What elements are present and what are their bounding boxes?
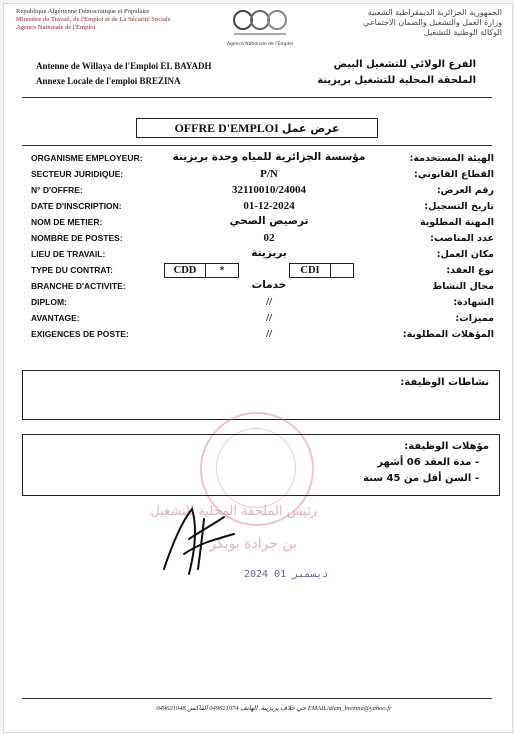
label-postes-fr: NOMBRE DE POSTES: xyxy=(31,233,123,243)
value-organisme: مؤسسة الجزائرية للمياه وحدة بريزينة xyxy=(172,151,366,163)
qualification-item xyxy=(377,457,479,468)
header-ar-line3: الوكالة الوطنية للتشغيل xyxy=(423,28,502,37)
label-diplom-fr: DIPLOM: xyxy=(31,297,67,307)
qualification-bullet: - xyxy=(471,473,479,484)
value-date: 01-12-2024 xyxy=(243,200,295,212)
header-ar-line1: الجمهورية الجزائرية الديمقراطية الشعبية xyxy=(367,8,502,17)
label-date-fr: DATE D'INSCRIPTION: xyxy=(31,201,122,211)
anem-logo-icon xyxy=(230,7,290,37)
value-exigences: // xyxy=(265,328,273,340)
label-secteur-fr: SECTEUR JURIDIQUE: xyxy=(31,169,124,179)
header-fr-line1: République Algérienne Démocratique et Populaire xyxy=(16,8,150,15)
value-branche: خدمات xyxy=(251,279,287,291)
value-metier: ترصيص الصحي xyxy=(229,215,309,227)
header-fr xyxy=(16,8,171,32)
label-organisme-ar: الهيئة المستخدمة: xyxy=(409,153,494,164)
qualification-item xyxy=(363,473,479,484)
label-lieu-ar: مكان العمل: xyxy=(436,249,494,260)
contract-cdd-mark: * xyxy=(205,263,239,278)
divider-title xyxy=(22,145,492,146)
value-diplom: // xyxy=(265,296,273,308)
date-stamp: 2024 ديسمبر 01 xyxy=(244,569,329,580)
label-secteur-ar: القطاع القانوني: xyxy=(413,169,494,180)
qualification-bullet: - xyxy=(471,457,479,468)
label-date-ar: تاريخ التسجيل: xyxy=(424,201,494,212)
value-lieu: بريزينة xyxy=(251,247,287,259)
logo-caption: Agence Nationale de l'Emploi xyxy=(226,42,294,47)
offer-title-fr: OFFRE D'EMPLOI xyxy=(174,121,279,135)
office-fr xyxy=(36,59,212,89)
label-avantage-ar: مميزات: xyxy=(455,313,494,324)
signatory-title: رئيس الملحقة المحلية للتشغيل xyxy=(150,504,317,519)
office-fr-line1: Antenne de Willaya de l'Emploi EL BAYADH xyxy=(36,61,212,71)
office-ar xyxy=(317,57,476,89)
document-page xyxy=(3,3,513,733)
value-postes: 02 xyxy=(263,232,275,244)
label-lieu-fr: LIEU DE TRAVAIL: xyxy=(31,249,106,259)
label-organisme-fr: ORGANISME EMPLOYEUR: xyxy=(31,153,143,163)
value-offre: 32110010/24004 xyxy=(232,184,306,196)
qualification-text: السن أقل من 45 سنة xyxy=(363,473,472,484)
label-offre-fr: N° D'OFFRE: xyxy=(31,185,83,195)
label-contrat-ar: نوع العقد: xyxy=(446,265,494,276)
label-diplom-ar: الشهادة: xyxy=(453,297,494,308)
label-branche-ar: مجال النشاط xyxy=(432,281,494,292)
office-fr-line2: Annexe Locale de l'emploi BREZINA xyxy=(36,76,181,86)
contract-cdd-box: CDD xyxy=(164,263,206,278)
label-metier-ar: المهنة المطلوبة xyxy=(419,217,494,228)
header-ar xyxy=(363,8,502,38)
label-metier-fr: NOM DE METIER: xyxy=(31,217,103,227)
offer-title-ar: عرض عمل xyxy=(281,122,340,135)
qualifications-title: مؤهلات الوظيفة: xyxy=(404,441,489,452)
label-avantage-fr: AVANTAGE: xyxy=(31,313,80,323)
handwritten-signature xyxy=(154,499,244,579)
label-postes-ar: عدد المناصب: xyxy=(430,233,494,244)
value-avantage: // xyxy=(265,312,273,324)
label-branche-fr: BRANCHE D'ACTIVITE: xyxy=(31,281,126,291)
contract-cdi-mark xyxy=(330,263,354,278)
divider-top xyxy=(22,97,492,98)
office-ar-line2: الملحقة المحلية للتشغيل بريزينة xyxy=(317,75,476,86)
qualifications-box xyxy=(22,434,500,496)
offer-title-box xyxy=(136,118,378,138)
divider-footer xyxy=(22,698,492,699)
anem-logo xyxy=(226,7,294,47)
label-offre-ar: رقم العرض: xyxy=(436,185,494,196)
header-ar-line2: وزارة العمل والتشغيل والضمان الاجتماعي xyxy=(363,18,502,27)
label-exigences-ar: المؤهلات المطلوبة: xyxy=(402,329,494,340)
label-contrat-fr: TYPE DU CONTRAT: xyxy=(31,265,114,275)
office-ar-line1: الفرع الولائي للتشغيل البيض xyxy=(333,59,476,70)
activities-title: نشاطات الوظيفة: xyxy=(400,377,489,388)
value-secteur: P/N xyxy=(260,168,278,180)
header-fr-line3: Agence Nationale de l'Emploi xyxy=(16,24,96,31)
qualification-text: مدة العقد 06 أشهر xyxy=(377,457,472,468)
footer-contact: حي خلاف بريزينة. الهاتف 049621074 الفاكس 049621048 EMAIL/alem_brezina@yahoo.fr xyxy=(156,705,392,712)
label-exigences-fr: EXIGENCES DE POSTE: xyxy=(31,329,129,339)
header-fr-line2: Ministère du Travail, de l'Emploi et de La Sécurité Sociale xyxy=(16,16,171,23)
contract-cdi-box: CDI xyxy=(289,263,331,278)
signatory-name: بن جرادة بوبكر xyxy=(209,536,297,552)
